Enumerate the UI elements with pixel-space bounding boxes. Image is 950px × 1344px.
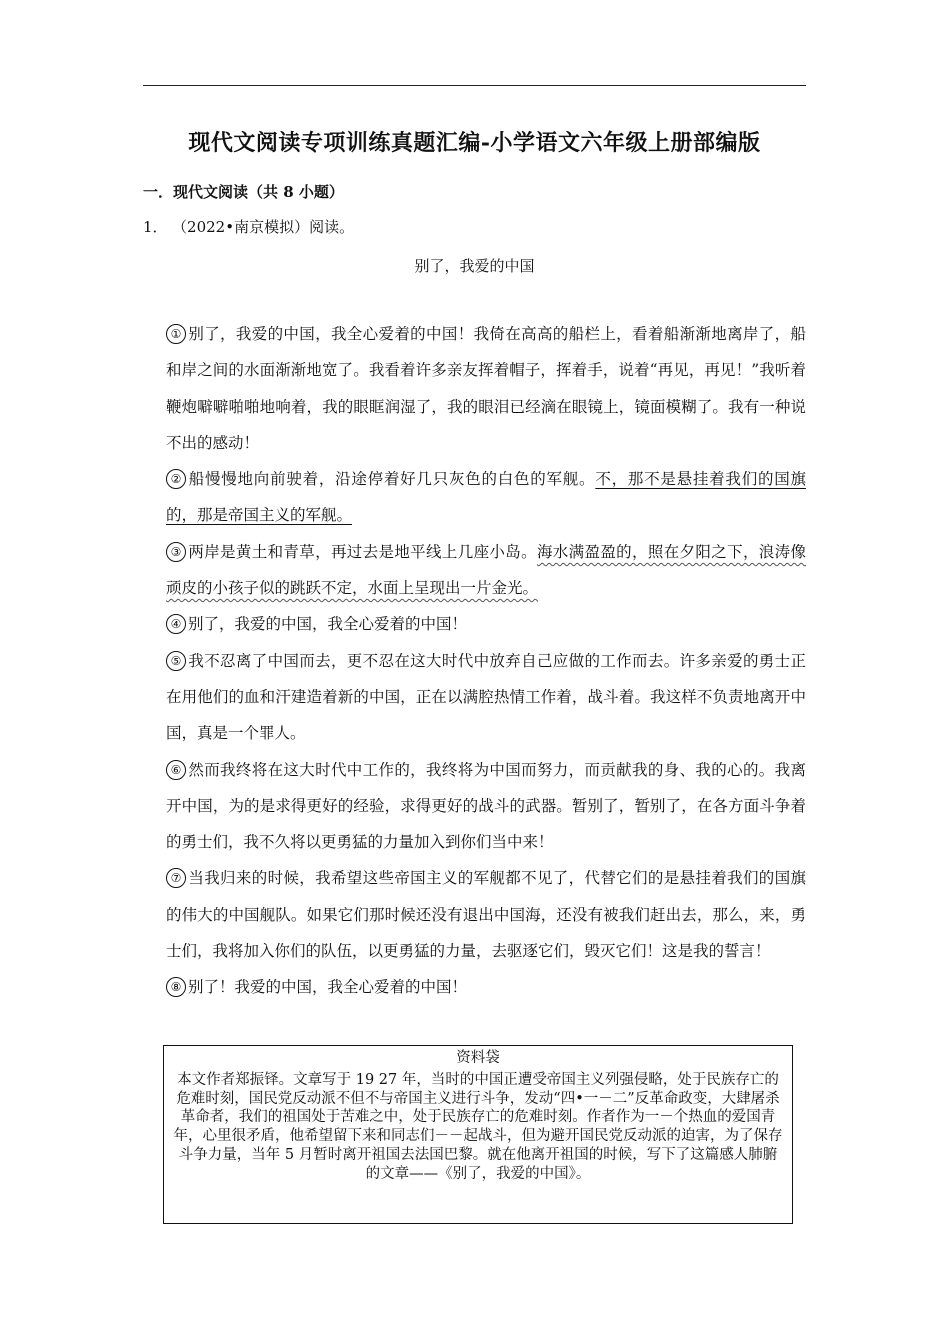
paragraph-1 <box>166 316 806 461</box>
paragraph-text: 别了，我爱的中国，我全心爱着的中国！我倚在高高的船栏上，看着船渐渐地离岸了，船和岸之间的水面渐渐地宽了。我看着许多亲友挥着帽子，挥着手，说着“再见，再见！”我听着鞭炮噼噼啪啪地响着，我的眼眶润湿了，我的眼泪已经滴在眼镜上，镜面模糊了。我有一种说不出的感动！ <box>166 325 806 452</box>
paragraph-marker: ⑧ <box>166 977 186 997</box>
paragraph-text: 当我归来的时候，我希望这些帝国主义的军舰都不见了，代替它们的是悬挂着我们的国旗的伟大的中国舰队。如果它们那时候还没有退出中国海，还没有被我们赶出去，那么，来，勇士们，我将加入你们的队伍，以更勇猛的力量，去驱逐它们，毁灭它们！这是我的誓言！ <box>166 869 806 961</box>
paragraph-marker: ① <box>166 324 186 344</box>
paragraph-8 <box>166 969 806 1005</box>
story-title: 别了，我爱的中国 <box>414 257 535 275</box>
paragraph-text: 我不忍离了中国而去，更不忍在这大时代中放弃自己应做的工作而去。许多亲爱的勇士正在用他们的血和汗建造着新的中国，正在以满腔热情工作着，战斗着。我这样不负责地离开中国，真是一个罪人。 <box>166 651 806 743</box>
question-source: （2022•南京模拟）阅读。 <box>179 218 355 236</box>
paragraph-marker: ④ <box>166 614 186 634</box>
question-number: 1． <box>143 218 168 236</box>
paragraph-3 <box>166 534 806 607</box>
section-heading: 一．现代文阅读（共 8 小题） <box>143 183 344 201</box>
paragraph-5 <box>166 643 806 752</box>
reading-passage <box>166 316 806 1006</box>
paragraph-2 <box>166 461 806 534</box>
info-box-title: 资料袋 <box>456 1050 500 1066</box>
wavy-underlined-sentence: 海水满盈盈的，照在夕阳之下，浪涛像顽皮的小孩子似的跳跃不定，水面上呈现出一片金光。 <box>166 542 806 598</box>
paragraph-7 <box>166 860 806 969</box>
paragraph-text: 然而我终将在这大时代中工作的，我终将为中国而努力，而贡献我的身、我的心的。我离开中国，为的是求得更好的经验，求得更好的战斗的武器。暂别了，暂别了，在各方面斗争着的勇士们，我不久将以更勇猛的力量加入到你们当中来！ <box>166 760 806 852</box>
info-box-text: 本文作者郑振铎。文章写于 19 27 年，当时的中国正遭受帝国主义列强侵略，处于民族存亡的危难时刻，国民党反动派不但不与帝国主义进行斗争，发动“四•一－二”反革命政变，大肆屠杀革命者，我们的祖国处于苦难之中，处于民族存亡的危难时刻。作者作为一－个热血的爱国青年，心里很矛盾，他希望留下来和同志们－－起战斗，但为避开国民党反动派的迫害，为了保存斗争力量，当年 5 月暂时离开祖国去法国巴黎。就在他离开祖国的时候，写下了这篇感人肺腑的文章——《别了，我爱的中国》。 <box>173 1071 783 1182</box>
paragraph-text: 别了，我爱的中国，我全心爱着的中国！ <box>188 615 468 634</box>
paragraph-marker: ⑥ <box>166 760 186 780</box>
paragraph-6 <box>166 752 806 861</box>
paragraph-text: 两岸是黄土和青草，再过去是地平线上几座小岛。 <box>188 542 537 561</box>
paragraph-marker: ② <box>166 469 186 489</box>
paragraph-marker: ⑦ <box>166 868 186 888</box>
paragraph-4 <box>166 606 806 642</box>
paragraph-text: 船慢慢地向前驶着，沿途停着好几只灰色的白色的军舰。 <box>188 470 596 489</box>
underlined-sentence: 不，那不是悬挂着我们的国旗的，那是帝国主义的军舰。 <box>166 470 806 525</box>
header-rule <box>143 85 806 86</box>
paragraph-marker: ⑤ <box>166 651 186 671</box>
paragraph-text: 别了！我爱的中国，我全心爱着的中国！ <box>188 978 468 997</box>
question-header <box>143 216 354 237</box>
document-title: 现代文阅读专项训练真题汇编-小学语文六年级上册部编版 <box>188 130 761 156</box>
info-box <box>163 1045 793 1224</box>
paragraph-marker: ③ <box>166 542 186 562</box>
